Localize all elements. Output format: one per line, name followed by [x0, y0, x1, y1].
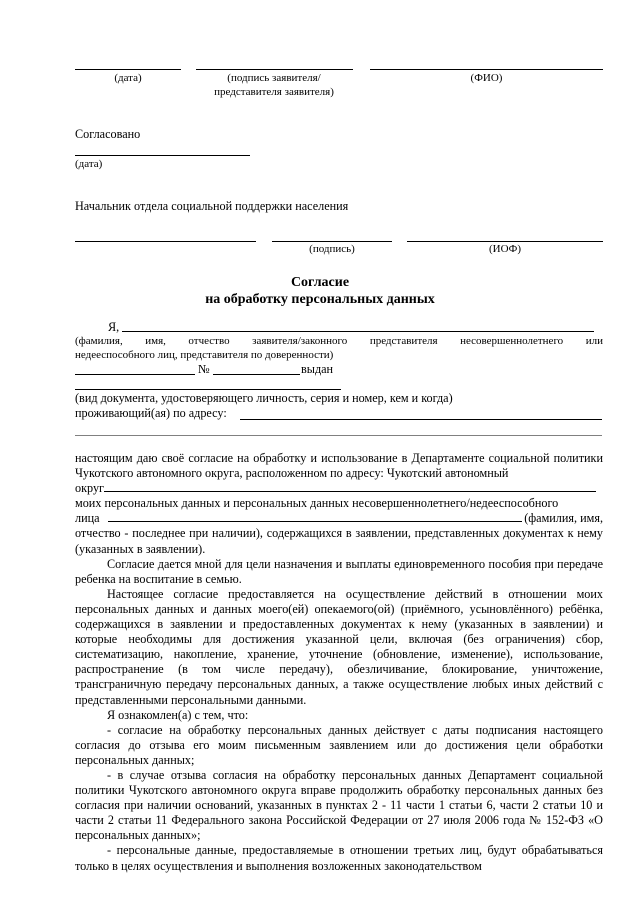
signature-line [196, 69, 353, 70]
consent-intro: настоящим даю своё согласие на обработку и использование в Департаменте социальной политики Чукотского автономного округа, расположенном по адресу: Чукотский автономный [75, 451, 603, 481]
scope-paragraph: Настоящее согласие предоставляется на осуществление действий в отношении моих персональных данных и данных моего(ей) опекаемого(ой) (приёмного, усыновлённого) ребёнка, содержащихся в заявлении и предоставленных документах к нему (указанных в заявлении) и которые необходимы для достижения указанной цели, включая (без ограничения) сбор, систематизацию, накопление, хранение, уточнение (обновление, изменение), использование, распространение (в том числе передачу), обезличивание, блокирование, уничтожение, трансграничную передачу персональных данных, а также осуществление любых иных действий с представленными персональными данными. [75, 586, 603, 707]
acquainted-line: Я ознакомлен(а) с тем, что: [107, 707, 249, 722]
persons-word: отчество [188, 335, 230, 347]
official-signature-line [272, 241, 392, 242]
persons-caption-line2: недееспособного лиц, представителя по доверенности) [75, 349, 334, 361]
terms-item-3: - персональные данные, предоставляемые в отношении третьих лиц, будут обрабатываться только в целях осуществления и выполнения возложенных законодательством [75, 843, 603, 873]
signature-caption: (подпись заявителя/представителя заявителя) [214, 72, 334, 98]
litsa-label: лица [75, 511, 100, 526]
document-subtitle: на обработку персональных данных [205, 292, 435, 307]
fio-caption: (ФИО) [470, 72, 503, 84]
approval-heading: Согласовано [75, 127, 141, 141]
residing-label: проживающий(ая) по адресу: [75, 406, 227, 420]
ya-fill-line [122, 331, 594, 332]
official-initials-caption: (ИОФ) [488, 243, 522, 255]
address-line-1 [240, 419, 602, 420]
fio-tail: (фамилия, имя, [524, 511, 603, 526]
official-title: Начальник отдела социальной поддержки населения [75, 199, 349, 213]
approval-date-line [75, 155, 250, 156]
persons-caption-row [75, 335, 603, 348]
official-blank-line [75, 241, 256, 242]
official-initials-line [407, 241, 603, 242]
persons-word: представителя [369, 335, 438, 347]
moih-line: моих персональных данных и персональных данных несовершеннолетнего/недееспособного [75, 496, 559, 511]
consent-body [75, 451, 603, 874]
document-caption: (вид документа, удостоверяющего личность, серия и номер, кем и когда) [75, 391, 453, 405]
official-signature-caption: (подпись) [309, 243, 355, 255]
litsa-fill [108, 511, 523, 522]
persons-word: заявителя/законного [252, 335, 348, 347]
doc-number-line [213, 374, 300, 375]
date-line [75, 69, 181, 70]
document-title: Согласие [290, 275, 350, 290]
approval-date-caption: (дата) [75, 158, 103, 170]
purpose-paragraph: Согласие дается мной для цели назначения и выплаты единовременного пособия при передаче ребенка на воспитание в семью. [75, 556, 603, 586]
persons-word: несовершеннолетнего [460, 335, 564, 347]
litsa-row [75, 511, 603, 526]
address-line-2 [75, 435, 602, 436]
number-sign: № [198, 362, 210, 376]
persons-word: имя, [145, 335, 166, 347]
issued-label: выдан [301, 362, 334, 376]
okrug-label: округ [75, 481, 105, 496]
persons-word: или [585, 335, 603, 347]
doc-type-line [75, 374, 195, 375]
okrug-row [75, 481, 603, 496]
fio-line [370, 69, 603, 70]
contained-paragraph: отчество - последнее при наличии), содержащихся в заявлении, представленных документах к нему (указанных в заявлении). [75, 526, 603, 556]
persons-word: (фамилия, [75, 335, 123, 347]
ya-label: Я, [108, 320, 120, 334]
date-caption: (дата) [114, 72, 142, 84]
issued-by-line [75, 389, 341, 390]
okrug-fill [104, 481, 596, 492]
terms-item-1: - согласие на обработку персональных данных действует с даты подписания настоящего согласия до отзыва его моим письменным заявлением или до достижения цели обработки персональных данных; [75, 722, 603, 767]
terms-item-2: - в случае отзыва согласия на обработку персональных данных Департамент социальной политики Чукотского автономного округа вправе продолжить обработку персональных данных без согласия при наличии оснований, указанных в пунктах 2 - 11 части 1 статьи 6, части 2 статьи 10 и части 2 статьи 11 Федерального закона Российской Федерации от 27 июля 2006 года № 152-ФЗ «О персональных данных»; [75, 767, 603, 843]
